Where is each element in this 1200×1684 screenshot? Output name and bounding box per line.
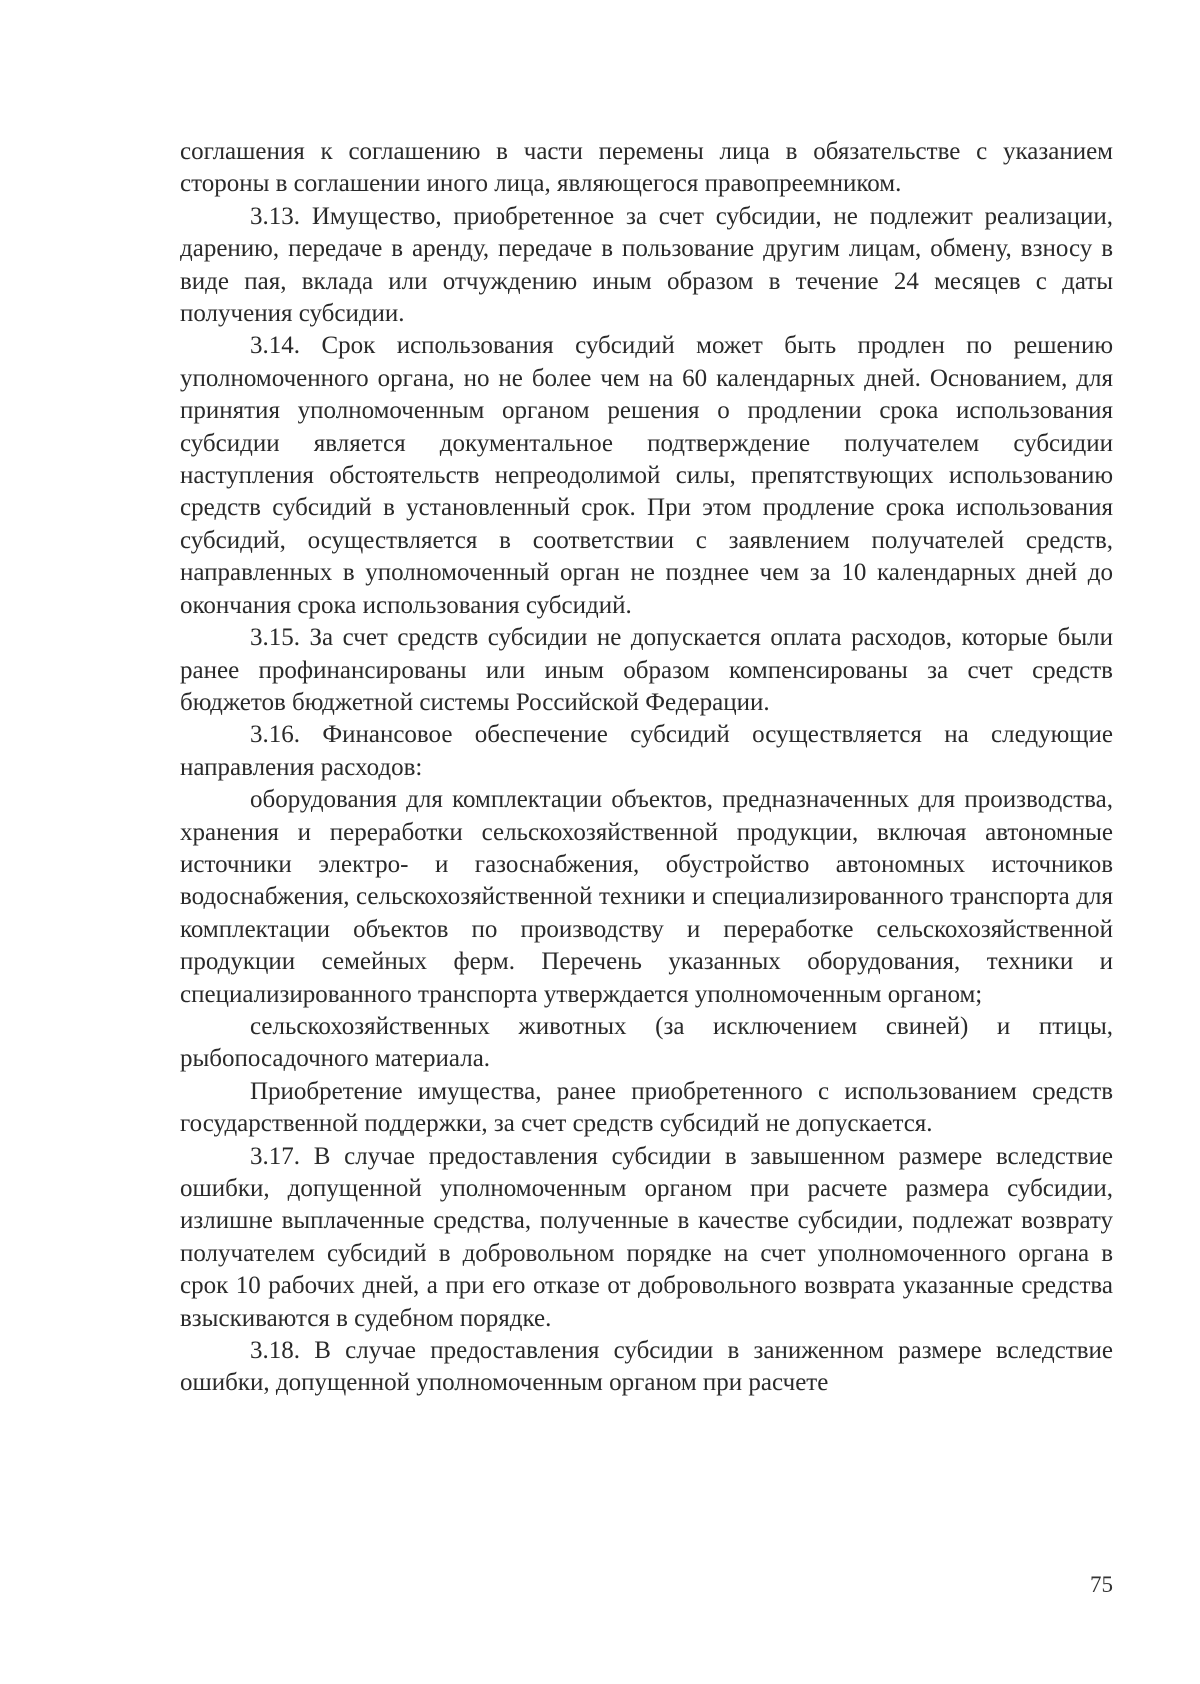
paragraph-equipment: оборудования для комплектации объектов, предназначенных для производства, хранения и переработки сельскохозяйственной продукции, включая автономные источники электро- и газоснабжения, обустройство автономных источников водоснабжения, сельскохозяйственной техники и специализированного транспорта для комплектации объектов по производству и переработке сельскохозяйственной продукции семейных ферм. Перечень указанных оборудования, техники и специализированного транспорта утверждается уполномоченным органом; [180,786,1113,1008]
paragraph-3-14: 3.14. Срок использования субсидий может быть продлен по решению уполномоченного органа, но не более чем на 60 календарных дней. Основанием, для принятия уполномоченным органом решения о продлении срока использования субсидии является документальное подтверждение получателем субсидии наступления обстоятельств непреодолимой силы, препятствующих использованию средств субсидий в установленный срок. При этом продление срока использования субсидий, осуществляется в соответствии с заявлением получателей средств, направленных в уполномоченный орган не позднее чем за 10 календарных дней до окончания срока использования субсидий. [180,332,1113,619]
paragraph-3-17: 3.17. В случае предоставления субсидии в завышенном размере вследствие ошибки, допущенной уполномоченным органом при расчете размера субсидии, излишне выплаченные средства, полученные в качестве субсидии, подлежат возврату получателем субсидий в добровольном порядке на счет уполномоченного органа в срок 10 рабочих дней, а при его отказе от добровольного возврата указанные средства взыскиваются в судебном порядке. [180,1142,1113,1332]
paragraph-3-15: 3.15. За счет средств субсидии не допускается оплата расходов, которые были ранее профинансированы или иным образом компенсированы за счет средств бюджетов бюджетной системы Российской Федерации. [180,624,1113,716]
paragraph-property-restriction: Приобретение имущества, ранее приобретенного с использованием средств государственной поддержки, за счет средств субсидий не допускается. [180,1077,1113,1138]
paragraph-3-13: 3.13. Имущество, приобретенное за счет субсидии, не подлежит реализации, дарению, передаче в аренду, передаче в пользование другим лицам, обмену, взносу в виде пая, вклада или отчуждению иным образом в течение 24 месяцев с даты получения субсидии. [180,202,1113,328]
paragraph-animals: сельскохозяйственных животных (за исключением свиней) и птицы, рыбопосадочного материала. [180,1012,1113,1073]
page-number: 75 [1090,1572,1113,1597]
paragraph-3-18: 3.18. В случае предоставления субсидии в заниженном размере вследствие ошибки, допущенной уполномоченным органом при расчете [180,1337,1113,1397]
paragraph-3-16: 3.16. Финансовое обеспечение субсидий осуществляется на следующие направления расходов: [180,721,1113,781]
paragraph-continuation: соглашения к соглашению в части перемены лица в обязательстве с указанием стороны в соглашении иного лица, являющегося правопреемником. [180,138,1113,198]
document-body [180,136,1113,1400]
